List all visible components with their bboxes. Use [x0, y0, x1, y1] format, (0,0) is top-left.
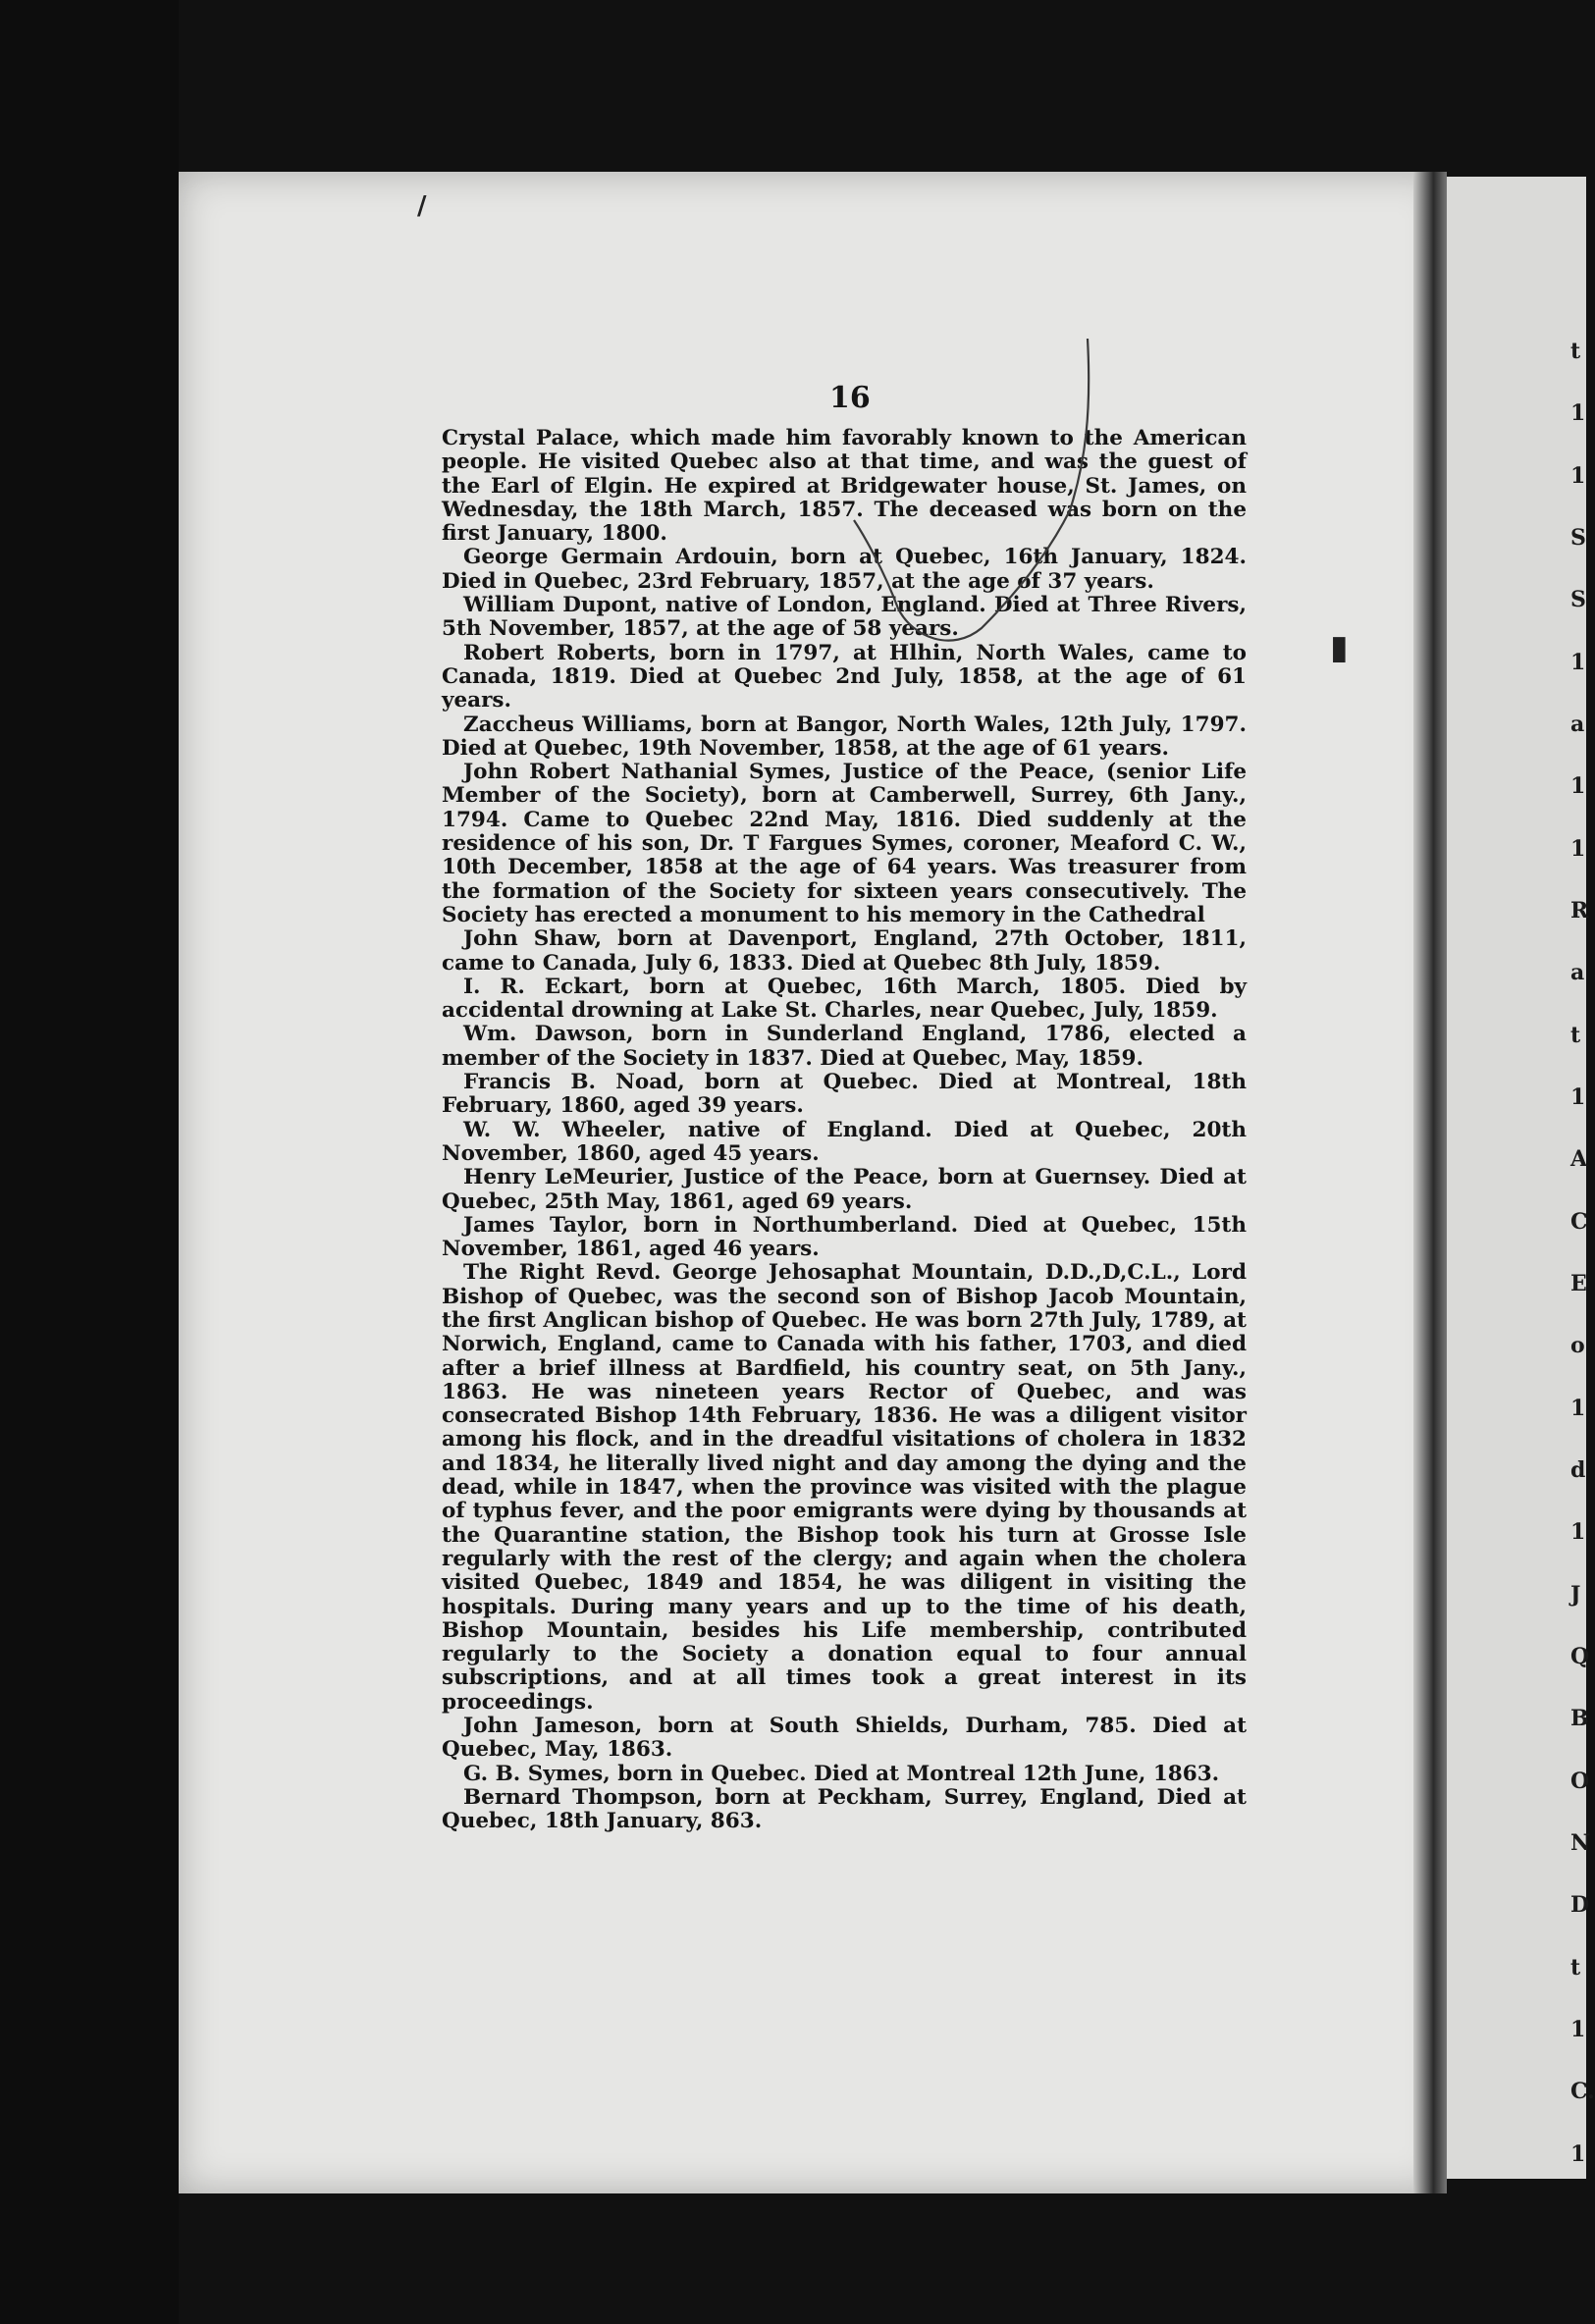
- facing-page-fragment: C.: [1570, 2079, 1595, 2105]
- facing-page-fragment: 1: [1570, 400, 1586, 427]
- scan-dark-border: [0, 0, 179, 2324]
- stray-pencil-mark: /: [417, 191, 427, 221]
- book-gutter: [1413, 172, 1447, 2193]
- paragraph-mountain: The Right Revd. George Jehosaphat Mountain, D.D.,D,C.L., Lord Bishop of Quebec, was the second son of Bishop Jacob Mountain, the first Anglican bishop of Quebec. He was born 27th July, 1789, at Norwich, England, came to Canada with his father, 1703, and died after a brief illness at Bardfield, his country seat, on 5th Jany., 1863. He was nineteen years Rector of Quebec, and was consecrated Bishop 14th February, 1836. He was a diligent visitor among his flock, and in the dreadful visitations of cholera in 1832 and 1834, he literally lived night and day among the dying and the dead, while in 1847, when the province was visited with the plague of typhus fever, and the poor emigrants were dying by thousands at the Quarantine station, the Bishop took his turn at Grosse Isle regularly with the rest of the clergy; and again when the cholera visited Quebec, 1849 and 1854, he was diligent in visiting the hospitals. During many years and up to the time of his death, Bishop Mountain, besides his Life membership, contributed regularly to the Society a donation equal to four annual subscriptions, and at all times took a great interest in its proceedings.: [442, 1260, 1247, 1715]
- facing-page-fragment: o: [1570, 1333, 1585, 1359]
- facing-page-fragment: J: [1570, 1581, 1581, 1608]
- paragraph-symes: John Robert Nathanial Symes, Justice of the Peace, (senior Life Member of the Society), born at Camberwell, Surrey, 6th Jany., 1794. Came to Quebec 22nd May, 1816. Died suddenly at the residence of his son, Dr. T Fargues Symes, coroner, Meaford C. W., 10th December, 1858 at the age of 64 years. Was treasurer from the formation of the Society for sixteen years consecutively. The Society has erected a monument to his memory in the Cathedral: [442, 760, 1247, 927]
- obituary-text-block: [442, 427, 1247, 1834]
- facing-page-fragment: A: [1570, 1146, 1588, 1173]
- paragraph-taylor: James Taylor, born in Northumberland. Died at Quebec, 15th November, 1861, aged 46 years.: [442, 1212, 1247, 1262]
- facing-page-fragment: 1: [1570, 1395, 1586, 1421]
- paragraph-lemeurier: Henry LeMeurier, Justice of the Peace, born at Guernsey. Died at Quebec, 25th May, 1861, aged 69 years.: [442, 1165, 1247, 1214]
- facing-page-fragment: 1: [1570, 773, 1586, 800]
- paragraph-ardouin: George Germain Ardouin, born at Quebec, 16th January, 1824. Died in Quebec, 23rd February, 1857, at the age of 37 years.: [442, 545, 1247, 594]
- paragraph-dupont: William Dupont, native of London, England. Died at Three Rivers, 5th November, 1857, at the age of 58 years.: [442, 593, 1247, 642]
- stray-ink-mark: ▮: [1330, 628, 1349, 667]
- page-number: 16: [829, 381, 871, 415]
- facing-page-edge: [1447, 177, 1595, 2179]
- paragraph-roberts: Robert Roberts, born in 1797, at Hlhin, North Wales, came to Canada, 1819. Died at Quebec 2nd July, 1858, at the age of 61 years.: [442, 640, 1247, 713]
- paragraph-dawson: Wm. Dawson, born in Sunderland England, 1786, elected a member of the Society in 1837. Died at Quebec, May, 1859.: [442, 1022, 1247, 1071]
- paragraph-eckart: I. R. Eckart, born at Quebec, 16th March, 1805. Died by accidental drowning at Lake St. Charles, near Quebec, July, 1859.: [442, 974, 1247, 1024]
- paragraph-wheeler: W. W. Wheeler, native of England. Died at Quebec, 20th November, 1860, aged 45 years.: [442, 1117, 1247, 1166]
- facing-page-fragment: 1: [1570, 649, 1586, 675]
- paragraph-jameson: John Jameson, born at South Shields, Durham, 785. Died at Quebec, May, 1863.: [442, 1714, 1247, 1763]
- facing-page-fragment: d: [1570, 1457, 1586, 1483]
- facing-page-fragment: 1: [1570, 835, 1586, 862]
- facing-page-fragment: 1: [1570, 462, 1586, 489]
- paragraph-williams: Zaccheus Williams, born at Bangor, North Wales, 12th July, 1797. Died at Quebec, 19th November, 1858, at the age of 61 years.: [442, 712, 1247, 761]
- facing-page-fragment: t: [1570, 1022, 1581, 1048]
- facing-page-fragment: a: [1570, 712, 1585, 737]
- facing-page-fragment: D: [1570, 1892, 1590, 1919]
- facing-page-fragment: S: [1570, 587, 1586, 613]
- facing-page-fragment: a: [1570, 960, 1585, 986]
- facing-page-fragment: R: [1570, 898, 1589, 924]
- paragraph-shaw: John Shaw, born at Davenport, England, 27th October, 1811, came to Canada, July 6, 1833. Died at Quebec 8th July, 1859.: [442, 926, 1247, 976]
- facing-page-fragment: E: [1570, 1271, 1587, 1296]
- facing-page-fragment: t: [1570, 1954, 1581, 1981]
- facing-page-fragment: N: [1570, 1830, 1591, 1856]
- paragraph-thompson: Bernard Thompson, born at Peckham, Surrey, England, Died at Quebec, 18th January, 863.: [442, 1784, 1247, 1834]
- facing-page-fragment: 1: [1570, 1084, 1586, 1110]
- facing-page-fragment: 1: [1570, 1519, 1586, 1546]
- facing-page-fragment: B: [1570, 1706, 1589, 1732]
- facing-page-fragment: C: [1570, 1208, 1588, 1235]
- facing-page-fragment: t: [1570, 339, 1581, 364]
- paragraph-noad: Francis B. Noad, born at Quebec. Died at Montreal, 18th February, 1860, aged 39 years.: [442, 1070, 1247, 1119]
- paragraph-gb-symes: G. B. Symes, born in Quebec. Died at Montreal 12th June, 1863.: [463, 1761, 1220, 1786]
- facing-page-fragment: Q: [1570, 1644, 1590, 1669]
- paragraph-crystal-palace: Crystal Palace, which made him favorably known to the American people. He visited Quebec also at that time, and was the guest of the Earl of Elgin. He expired at Bridgewater house, St. James, on Wednesday, the 18th March, 1857. The deceased was born on the first January, 1800.: [442, 426, 1247, 547]
- facing-page-fragment: 1: [1570, 2017, 1586, 2042]
- facing-page-fragment: 1: [1570, 2140, 1586, 2167]
- facing-page-fragment: O: [1570, 1768, 1590, 1794]
- facing-page-fragment: S: [1570, 525, 1586, 551]
